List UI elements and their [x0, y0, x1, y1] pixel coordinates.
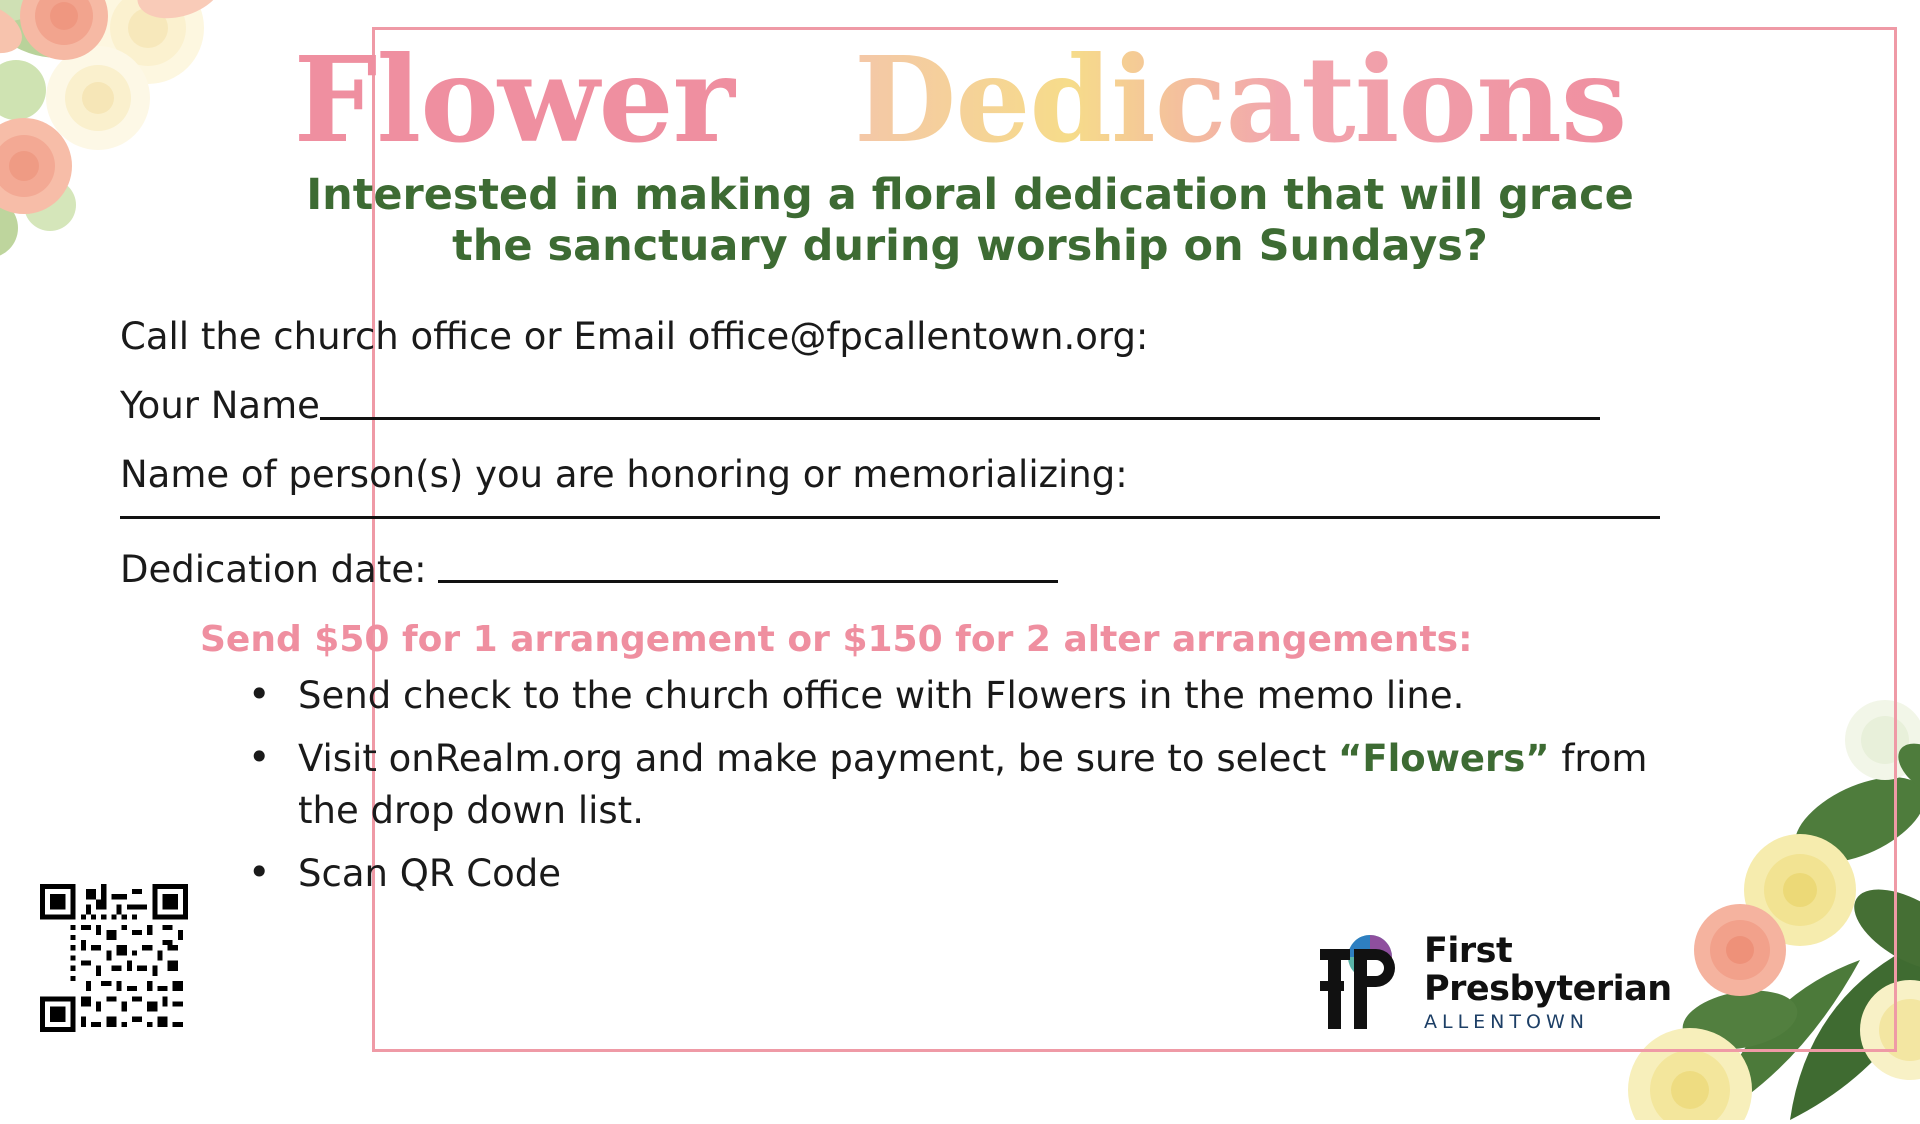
bullet-2-text-after: from the drop down list.	[298, 736, 1648, 833]
logo-line-1: First	[1424, 931, 1513, 971]
honoring-label-row	[120, 452, 1660, 496]
qr-code[interactable]	[40, 884, 188, 1032]
bullet-2-emphasis: “Flowers”	[1338, 736, 1550, 780]
honoring-input-rule[interactable]	[120, 515, 1660, 519]
your-name-label: Your Name	[120, 383, 320, 427]
subtitle: Interested in making a floral dedication that will grace the sanctuary during worship on Sundays?	[306, 170, 1634, 271]
title-word-flower: Flower	[293, 30, 734, 169]
bullet-3-text: Scan QR Code	[298, 851, 562, 895]
dedication-date-label: Dedication date:	[120, 547, 427, 591]
page-title	[0, 30, 1920, 169]
your-name-input-rule[interactable]	[320, 416, 1600, 420]
logo-line-3: ALLENTOWN	[1424, 1011, 1589, 1033]
logo-line-2: Presbyterian	[1424, 969, 1672, 1009]
dedication-date-input-rule[interactable]	[438, 579, 1058, 583]
contact-line	[120, 315, 1660, 358]
bullet-2-text-before: Visit onRealm.org and make payment, be sure to select	[298, 736, 1339, 780]
list-item	[240, 848, 1660, 901]
bullet-1-text: Send check to the church office with Flowers in the memo line.	[298, 674, 1465, 718]
honoring-label: Name of person(s) you are honoring or memorializing:	[120, 452, 1128, 496]
price-line: Send $50 for 1 arrangement or $150 for 2 alter arrangements:	[200, 619, 1473, 661]
list-item	[240, 670, 1660, 723]
cross-icon	[1314, 931, 1410, 1035]
payment-options-list	[240, 670, 1660, 900]
list-item	[240, 733, 1660, 838]
your-name-field-row	[120, 383, 1660, 427]
logo-wordmark	[1424, 931, 1672, 1033]
contact-line-text: Call the church office or Email office@fpcallentown.org:	[120, 315, 1149, 358]
title-word-dedications: Dedications	[854, 30, 1627, 169]
dedication-date-row	[120, 547, 1660, 591]
church-logo	[1314, 928, 1672, 1038]
form-body	[120, 315, 1660, 911]
